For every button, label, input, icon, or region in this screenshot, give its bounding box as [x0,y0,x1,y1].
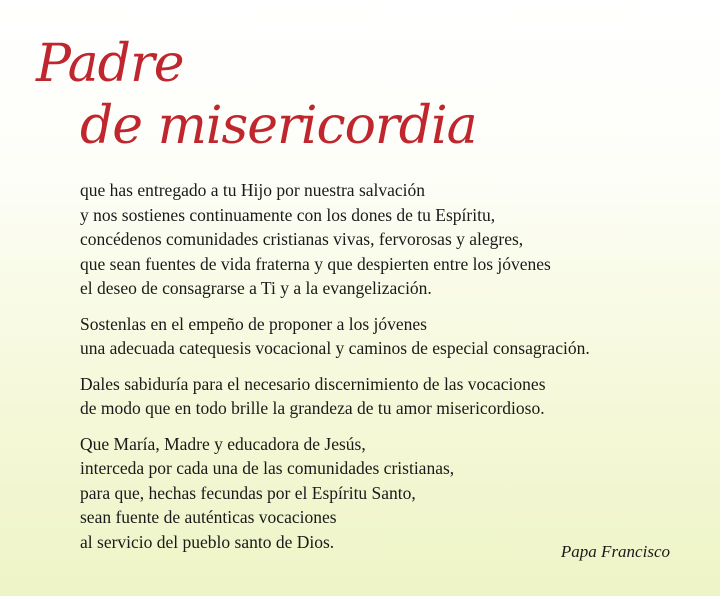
prayer-line: de modo que en todo brille la grandeza de tu amor misericordioso. [80,398,545,418]
prayer-line: interceda por cada una de las comunidades cristianas, [80,458,455,478]
prayer-stanza-4 [80,432,700,555]
prayer-line: Dales sabiduría para el necesario discernimiento de las vocaciones [80,373,546,394]
prayer-stanza-1 [80,178,700,301]
prayer-line: Que María, Madre y educadora de Jesús, [80,433,366,454]
prayer-line: sean fuente de auténticas vocaciones [80,507,337,527]
prayer-line: que sean fuentes de vida fraterna y que despierten entre los jóvenes [80,253,551,274]
prayer-body [80,178,700,565]
prayer-line: y nos sostienes continuamente con los dones de tu Espíritu, [80,204,496,225]
prayer-line: Sostenlas en el empeño de proponer a los jóvenes [80,313,427,334]
prayer-line: para que, hechas fecundas por el Espíritu Santo, [80,482,416,503]
prayer-line: al servicio del pueblo santo de Dios. [80,531,335,552]
prayer-title-line-1: Padre [36,34,184,94]
prayer-title-line-2: de misericordia [80,96,477,156]
prayer-stanza-3 [80,372,700,421]
signature: Papa Francisco [560,542,670,561]
prayer-line: concédenos comunidades cristianas vivas, fervorosas y alegres, [80,229,524,249]
prayer-stanza-2 [80,312,700,361]
prayer-line: el deseo de consagrarse a Ti y a la evangelización. [80,278,432,298]
prayer-line: que has entregado a tu Hijo por nuestra salvación [80,180,426,200]
prayer-line: una adecuada catequesis vocacional y caminos de especial consagración. [80,338,590,358]
